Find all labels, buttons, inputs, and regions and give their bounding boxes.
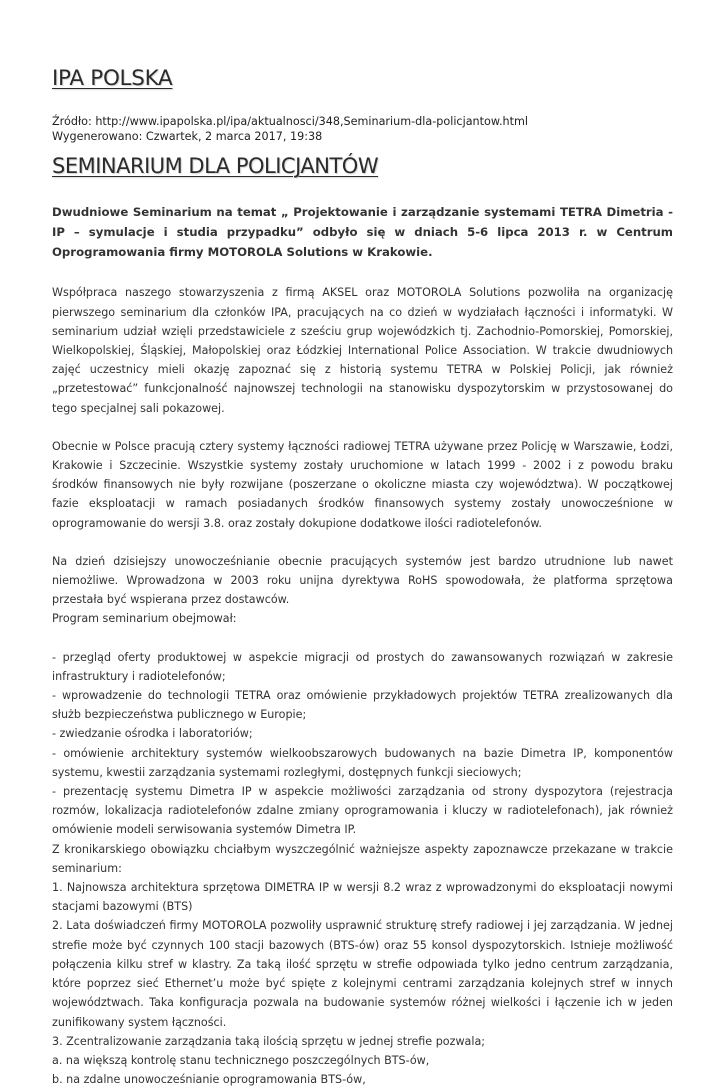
program-item: - zwiedzanie ośrodka i laboratoriów;	[52, 727, 253, 741]
program-item: - wprowadzenie do technologii TETRA oraz omówienie przykładowych projektów TETRA zrealizowanych dla służb bezpieczeństwa publicznego w Europie;	[52, 689, 673, 722]
program-item: - przegląd oferty produktowej w aspekcie migracji od prostych do zawansowanych rozwiązań w zakresie infrastruktury i radiotelefonów;	[52, 650, 673, 683]
paragraph-intro: Współpraca naszego stowarzyszenia z firmą AKSEL oraz MOTOROLA Solutions pozwoliła na organizację pierwszego seminarium dla członków IPA, pracujących na co dzień w wydziałach łączności i informatyki. W seminarium udział wzięli przedstawiciele z sześciu grup wojewódzkich tj. Zachodnio-Pomorskiej, Pomorskiej, Wielkopolskiej, Śląskiej, Małopolskiej oraz Łódzkiej International Police Association. W trakcie dwudniowych zajęć uczestnicy mieli okazję zapoznać się z historią systemu TETRA w Polskiej Policji, jak również „przetestować” funkcjonalność najnowszej technologii na stanowisku dyspozytorskim w przystosowanej do tego specjalnej sali pokazowej.	[52, 286, 673, 415]
paragraph-systems: Obecnie w Polsce pracują cztery systemy łączności radiowej TETRA używane przez Policję w Warszawie, Łodzi, Krakowie i Szczecinie. Wszystkie systemy zostały uruchomione w latach 1999 - 2002 i z powodu braku środków finansowych nie były rozwijane (poszerzane o okoliczne miasta czy województwa). W początkowej fazie eksploatacji w ramach posiadanych środków finansowych systemy zostały unowocześnione w oprogramowanie do wersji 3.8. oraz zostały dokupione dodatkowe ilości radiotelefonów.	[52, 439, 673, 530]
program-heading: Program seminarium obejmował:	[52, 612, 237, 626]
aspect-item: 1. Najnowsza architektura sprzętowa DIMETRA IP w wersji 8.2 wraz z wprowadzonymi do eksploatacji nowymi stacjami bazowymi (BTS)	[52, 881, 673, 914]
generated-line: Wygenerowano: Czwartek, 2 marca 2017, 19:38	[52, 130, 323, 143]
article-body	[52, 203, 673, 1089]
program-item: - prezentację systemu Dimetra IP w aspekcie możliwości zarządzania od strony dyspozytora (rejestracja rozmów, lokalizacja radiotelefonów zdalne zmiany oprogramowania i kluczy w radiotelefonach), jak również omówienie modeli serwisowania systemów Dimetra IP.	[52, 785, 673, 837]
article-title: SEMINARIUM DLA POLICJANTÓW	[52, 154, 379, 178]
site-title: IPA POLSKA	[52, 66, 173, 91]
aspect-item: 3. Zcentralizowanie zarządzania taką ilością sprzętu w jednej strefie pozwala;	[52, 1034, 486, 1048]
document-meta	[52, 114, 528, 144]
aspect-subitem: b. na zdalne unowocześnianie oprogramowania BTS-ów,	[52, 1073, 366, 1087]
aspects-heading: Z kronikarskiego obowiązku chciałbym wyszczególnić ważniejsze aspekty zapoznawcze przekazane w trakcie seminarium:	[52, 842, 673, 875]
paragraph-current-state: Na dzień dzisiejszy unowocześnianie obecnie pracujących systemów jest bardzo utrudnione lub nawet niemożliwe. Wprowadzona w 2003 roku unijna dyrektywa RoHS spowodowała, że platforma sprzętowa przestała być wspierana przez dostawców.	[52, 554, 673, 607]
source-line: Źródło: http://www.ipapolska.pl/ipa/aktualnosci/348,Seminarium-dla-policjantow.html	[52, 115, 529, 128]
aspect-subitem: a. na większą kontrolę stanu technicznego poszczególnych BTS-ów,	[52, 1053, 430, 1067]
aspect-item: 2. Lata doświadczeń firmy MOTOROLA pozwoliły usprawnić strukturę strefy radiowej i jej zarządzania. W jednej strefie może być czynnych 100 stacji bazowych (BTS-ów) oraz 55 konsol dyspozytorskich. Istnieje możliwość połączenia kilku stref w klastry. Za taką ilość sprzętu w strefie odpowiada tylko jedno centrum zarządzania, które poprzez sieć Ethernet’u może być spięte z kolejnymi centrami zarządzania kolejnych stref w innych województwach. Taka konfiguracja pozwala na budowanie systemów różnej wielkości i łączenie ich w jeden zunifikowany system łączności.	[52, 919, 673, 1029]
lead-paragraph: Dwudniowe Seminarium na temat „ Projektowanie i zarządzanie systemami TETRA Dimetria -IP – symulacje i studia przypadku” odbyło się w dniach 5-6 lipca 2013 r. w Centrum Oprogramowania firmy MOTOROLA Solutions w Krakowie.	[52, 205, 673, 259]
program-item: - omówienie architektury systemów wielkoobszarowych budowanych na bazie Dimetra IP, komponentów systemu, kwestii zarządzania systemami rozległymi, dostępnych funkcji sieciowych;	[52, 746, 673, 779]
